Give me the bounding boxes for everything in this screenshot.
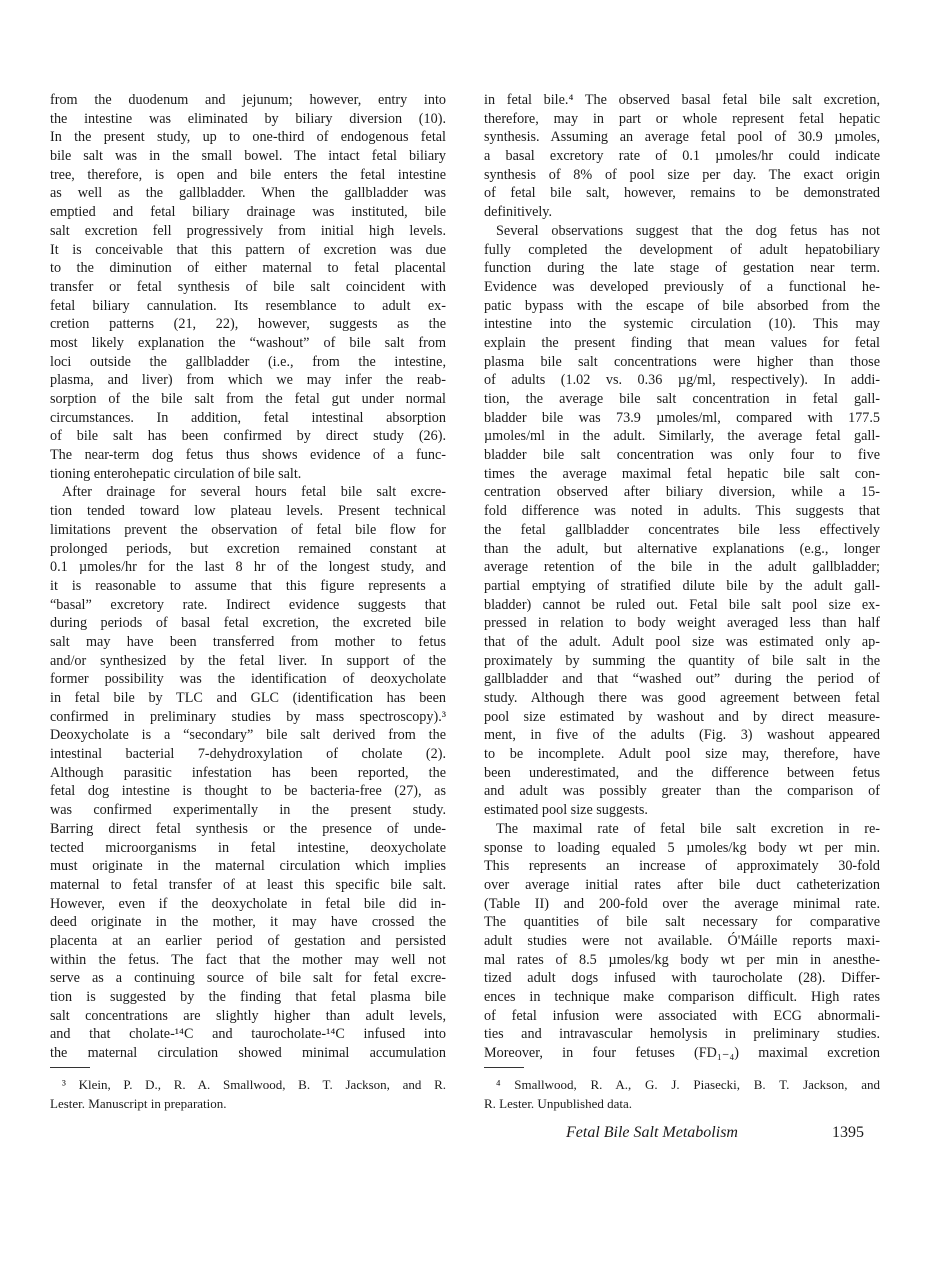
text-line: over average initial rates after bile duct catheterization <box>484 876 880 893</box>
text-line: been underestimated, and the difference between fetus <box>484 764 880 781</box>
text-line: salt excretion fell progressively from initial high levels. <box>50 222 446 239</box>
text-line: estimated pool size suggests. <box>484 802 648 819</box>
text-line: the maternal circulation showed minimal accumulation <box>50 1045 446 1062</box>
footnote-3 <box>50 1075 446 1113</box>
text-line: of bile salt has been confirmed by direct study (26). <box>50 428 446 445</box>
text-line: function during the late stage of gestation near term. <box>484 260 880 277</box>
text-line: times the average maximal fetal hepatic bile salt con- <box>484 465 880 482</box>
text-line: and that cholate-¹⁴C and taurocholate-¹⁴C infused into <box>50 1026 446 1043</box>
text-line: The quantities of bile salt necessary for comparative <box>484 914 880 931</box>
text-line: tree, therefore, is open and bile enters the fetal intestine <box>50 166 446 183</box>
text-line: synthesis of 8% of pool size per day. The exact origin <box>484 166 880 183</box>
text-line: partial emptying of stratified dilute bile by the adult gall- <box>484 577 880 594</box>
text-line: ment, in five of the adults (Fig. 3) washout appeared <box>484 727 880 744</box>
footnote-line: ³ Klein, P. D., R. A. Smallwood, B. T. Jackson, and R. <box>62 1077 446 1092</box>
text-line: intestinal bacterial 7-dehydroxylation of cholate (2). <box>50 746 446 763</box>
text-line: study. Although there was good agreement between fetal <box>484 690 880 706</box>
text-line: from the duodenum and jejunum; however, entry into <box>50 92 446 108</box>
text-line: of fetal bile salt, however, remains to be demonstrated <box>484 185 880 202</box>
text-line: µmoles/ml in the adult. Similarly, the average fetal gall- <box>484 428 880 445</box>
text-line: tected microorganisms in fetal intestine, deoxycholate <box>50 839 446 856</box>
text-line: to be incomplete. Adult pool size may, therefore, have <box>484 746 880 763</box>
page-number: 1395 <box>832 1124 864 1141</box>
paragraph <box>50 483 446 1062</box>
footnote-line: R. Lester. Unpublished data. <box>484 1096 633 1111</box>
text-line: proximately by summing the quantity of bile salt in the <box>484 652 880 669</box>
text-line: and adult was possibly greater than the comparison of <box>484 783 880 800</box>
text-line: The near-term dog fetus thus shows evidence of a func- <box>50 447 446 464</box>
text-line: confirmed in preliminary studies by mass spectroscopy).³ <box>50 708 446 725</box>
text-line: The maximal rate of fetal bile salt excretion in re- <box>496 820 880 837</box>
text-line: explain the present finding that mean values for fetal <box>484 334 880 351</box>
text-line: plasma bile salt concentrations were higher than those <box>484 353 880 370</box>
text-line: fully completed the development of adult hepatobiliary <box>484 241 880 258</box>
text-line: and/or synthesized by the fetal liver. In support of the <box>50 652 446 669</box>
text-line: mal rates of 8.5 µmoles/kg body wt per min in anesthe- <box>484 951 880 968</box>
text-line: fold difference was noted in adults. This suggests that <box>484 503 880 520</box>
text-line: sponse to loading equaled 5 µmoles/kg body wt per min. <box>484 839 880 856</box>
text-line: as well as the gallbladder. When the gallbladder was <box>50 185 446 202</box>
text-line: within the fetus. The fact that the mother may well not <box>50 951 446 968</box>
text-line: the fetal gallbladder concentrates bile less effectively <box>484 521 880 538</box>
text-line: a basal excretory rate of 0.1 µmoles/hr could indicate <box>484 148 880 165</box>
text-line: tized adult dogs infused with taurocholate (28). Differ- <box>484 970 880 987</box>
text-line: ties and intravascular hemolysis in preliminary studies. <box>484 1026 880 1043</box>
text-line: that of the adult. Adult pool size was estimated only ap- <box>484 633 880 650</box>
text-line: placenta at an earlier period of gestation and persisted <box>50 932 446 949</box>
text-line: fetal biliary cannulation. Its resemblance to adult ex- <box>50 297 446 314</box>
text-line: “basal” excretory rate. Indirect evidence suggests that <box>50 596 446 613</box>
text-line: Deoxycholate is a “secondary” bile salt derived from the <box>50 727 446 744</box>
text-line: transfer or fetal synthesis of bile salt coincident with <box>50 278 446 295</box>
text-line: plasma, and liver) from which we may infer the reab- <box>50 372 446 389</box>
text-line: patic bypass with the escape of bile absorbed from the <box>484 297 880 314</box>
text-line: Barring direct fetal synthesis or the presence of unde- <box>50 820 446 837</box>
text-line: salt concentrations are slightly higher than adult levels, <box>50 1007 446 1024</box>
text-line: sorption of the bile salt from the fetal gut under normal <box>50 391 446 407</box>
right-column <box>484 91 880 1063</box>
text-line: circumstances. In addition, fetal intestinal absorption <box>50 409 446 426</box>
text-line: to the diminution of either maternal to fetal placental <box>50 260 446 277</box>
text-line: salt may have been transferred from mother to fetus <box>50 633 446 650</box>
text-line: 0.1 µmoles/hr for the last 8 hr of the longest study, and <box>50 559 446 576</box>
text-line: in fetal bile.⁴ The observed basal fetal bile salt excretion, <box>484 92 880 108</box>
text-line: bladder bile salt concentration was only four to five <box>484 447 880 464</box>
text-line: was confirmed experimentally in the present study. <box>50 802 446 819</box>
text-line: Although parasitic infestation has been reported, the <box>50 764 446 781</box>
paragraph <box>484 820 880 1063</box>
text-line: synthesis. Assuming an average fetal pool of 30.9 µmoles, <box>484 129 880 146</box>
text-line: Moreover, in four fetuses (FD₁₋₄) maximal excretion <box>484 1045 880 1062</box>
text-line: bladder) cannot be ruled out. Fetal bile salt pool size ex- <box>484 596 880 613</box>
text-line: the intestine was eliminated by biliary diversion (10). <box>50 110 446 127</box>
text-line: It is conceivable that this pattern of excretion was due <box>50 241 446 258</box>
text-line: most likely explanation the “washout” of bile salt from <box>50 334 446 351</box>
text-line: than the adult, but alternative explanations (e.g., longer <box>484 540 880 557</box>
footnote-line: Lester. Manuscript in preparation. <box>50 1096 227 1111</box>
text-line: This represents an increase of approximately 30-fold <box>484 858 880 875</box>
text-line: Evidence was developed previously of a functional he- <box>484 278 880 295</box>
text-line: ences in technique make comparison difficult. High rates <box>484 989 880 1005</box>
text-line: former possibility was the identification of deoxycholate <box>50 671 446 688</box>
text-line: emptied and fetal biliary drainage was instituted, bile <box>50 204 446 221</box>
text-line: In the present study, up to one-third of endogenous fetal <box>50 129 446 146</box>
text-line: gallbladder and that “washed out” during the period of <box>484 671 880 688</box>
text-line: (Table II) and 200-fold over the average minimal rate. <box>484 895 880 912</box>
footnote-4 <box>484 1075 880 1113</box>
left-column <box>50 91 446 1063</box>
text-line: limitations prevent the observation of fetal bile flow for <box>50 521 446 538</box>
text-line: prolonged periods, but excretion remained constant at <box>50 540 446 557</box>
text-line: maternal to fetal transfer of at least this specific bile salt. <box>50 876 446 893</box>
paragraph <box>484 222 880 820</box>
text-line: tion is suggested by the finding that fetal plasma bile <box>50 989 446 1005</box>
text-line: must originate in the maternal circulation which implies <box>50 858 446 875</box>
text-line: pool size estimated by washout and by direct measure- <box>484 708 880 725</box>
text-line: After drainage for several hours fetal bile salt excre- <box>62 484 446 501</box>
text-line: of adults (1.02 vs. 0.36 µg/ml, respectively). In addi- <box>484 372 880 389</box>
paragraph <box>484 91 880 222</box>
footnote-separator <box>50 1067 90 1068</box>
text-line: serve as a continuing source of bile salt for fetal excre- <box>50 970 446 987</box>
text-line: of fetal infusion were associated with ECG abnormali- <box>484 1007 880 1024</box>
footnote-separator <box>484 1067 524 1068</box>
text-line: definitively. <box>484 204 553 221</box>
running-title: Fetal Bile Salt Metabolism <box>566 1124 738 1141</box>
text-line: bile salt was in the small bowel. The intact fetal biliary <box>50 148 446 165</box>
text-line: tioning enterohepatic circulation of bile salt. <box>50 465 302 482</box>
text-line: cretion patterns (21, 22), however, suggests as the <box>50 316 446 333</box>
text-line: tion tended toward low plateau levels. Present technical <box>50 503 446 520</box>
text-line: tion, the average bile salt concentration in fetal gall- <box>484 391 880 407</box>
text-line: adult studies were not available. Ó'Máille reports maxi- <box>484 932 880 949</box>
text-line: pressed in relation to body weight averaged less than half <box>484 615 880 632</box>
text-line: intestine into the systemic circulation (10). This may <box>484 316 880 333</box>
text-line: it is reasonable to assume that this figure represents a <box>50 577 446 594</box>
footnote-line: ⁴ Smallwood, R. A., G. J. Piasecki, B. T. Jackson, and <box>496 1077 880 1092</box>
text-line: loci outside the gallbladder (i.e., from the intestine, <box>50 353 446 370</box>
text-line: Several observations suggest that the dog fetus has not <box>496 222 880 239</box>
text-line: However, even if the deoxycholate in fetal bile did in- <box>50 895 446 912</box>
text-line: therefore, may in part or whole represent fetal hepatic <box>484 110 880 127</box>
text-line: fetal dog intestine is thought to be bacteria-free (27), as <box>50 783 446 800</box>
paragraph <box>50 91 446 483</box>
text-line: average retention of the bile in the adult gallbladder; <box>484 559 880 576</box>
text-line: centration observed after biliary diversion, while a 15- <box>484 484 880 501</box>
text-line: deed originate in the mother, it may have crossed the <box>50 914 446 931</box>
text-line: bladder bile was 73.9 µmoles/ml, compared with 177.5 <box>484 409 880 426</box>
text-line: in fetal bile by TLC and GLC (identification has been <box>50 690 446 706</box>
text-line: during periods of basal fetal excretion, the excreted bile <box>50 615 446 632</box>
